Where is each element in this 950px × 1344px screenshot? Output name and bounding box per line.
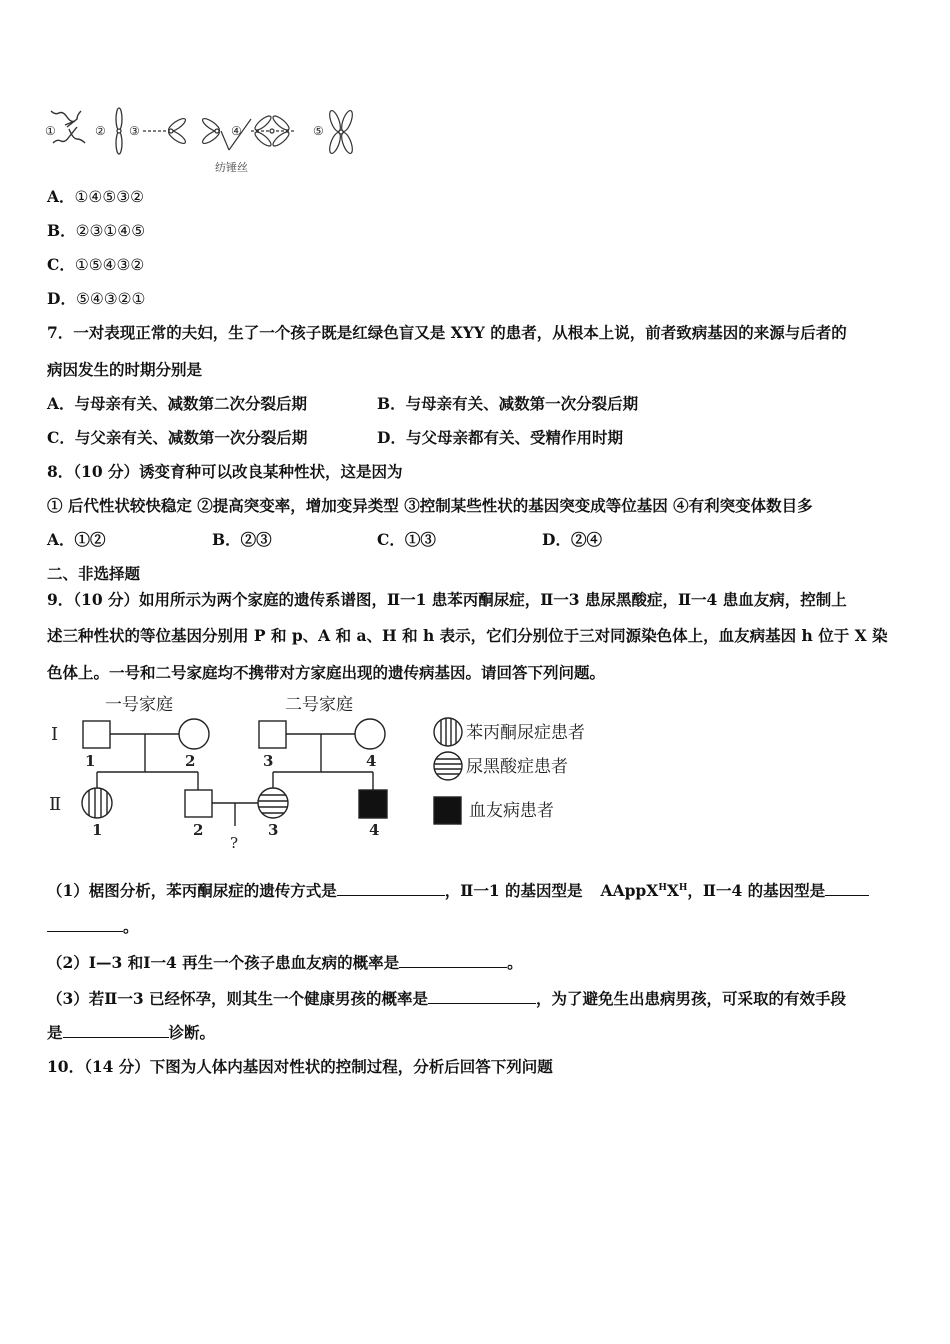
svg-text:2: 2 xyxy=(185,752,196,770)
q9-stem-line1: 9．（10 分）如用所示为两个家庭的遗传系谱图，Ⅱ一1 患苯丙酮尿症，Ⅱ一3 患尿黑酸症，Ⅱ一4 患血友病，控制上 xyxy=(47,590,847,609)
svg-text:3: 3 xyxy=(268,821,279,839)
f1-I1-male xyxy=(83,721,110,748)
q7-option-d: D．与父母亲都有关、受精作用时期 xyxy=(377,428,623,447)
family2-title: 二号家庭 xyxy=(285,695,353,715)
spindle-caption: 纺锤丝 xyxy=(215,161,248,174)
q8-items: ① 后代性状较快稳定 ②提高突变率，增加变异类型 ③控制某些性状的基因突变成等位基因 ④有利突变体数目多 xyxy=(47,496,813,515)
f2-I4-female xyxy=(355,719,385,749)
f2-II4-male-affected xyxy=(359,790,387,818)
q6-option-a: A．①④⑤③② xyxy=(47,187,145,206)
q6-option-b: B．②③①④⑤ xyxy=(47,221,146,240)
q7-option-a: A．与母亲有关、减数第二次分裂后期 xyxy=(47,394,308,413)
answer-blank[interactable] xyxy=(428,988,536,1004)
f1-I2-female xyxy=(179,719,209,749)
svg-text:3: 3 xyxy=(263,752,274,770)
q9-sub2: （2）Ⅰ—3 和Ⅰ一4 再生一个孩子患血友病的概率是 。 xyxy=(47,953,523,972)
svg-text:③: ③ xyxy=(129,124,140,138)
f2-I3-male xyxy=(259,721,286,748)
legend-alkaptonuria-symbol xyxy=(434,752,462,780)
q7-option-b: B．与母亲有关、减数第一次分裂后期 xyxy=(377,394,639,413)
svg-text:1: 1 xyxy=(85,752,96,770)
q8-option-c: C．①③ xyxy=(377,530,436,549)
q7-stem-line2: 病因发生的时期分别是 xyxy=(47,360,203,379)
family1-title: 一号家庭 xyxy=(105,695,173,715)
q8-option-d: D．②④ xyxy=(542,530,602,549)
q9-sub1: （1）椐图分析，苯丙酮尿症的遗传方式是 ，Ⅱ一1 的基因型是 $AAppX^HX^H$，Ⅱ一4 的基因型是 xyxy=(47,878,869,901)
pedigree-chart xyxy=(45,690,605,858)
q7-stem-line1: 7．一对表现正常的夫妇，生了一个孩子既是红绿色盲又是 XYY 的患者，从根本上说，前者致病基因的来源与后者的 xyxy=(47,323,847,342)
q8-stem: 8．（10 分）诱变育种可以改良某种性状，这是因为 xyxy=(47,462,403,481)
q9-stem-line3: 色体上。一号和二号家庭均不携带对方家庭出现的遗传病基因。请回答下列问题。 xyxy=(47,663,606,682)
svg-text:4: 4 xyxy=(366,752,377,770)
q9-sub1-cont: 。 xyxy=(47,916,139,937)
q8-option-b: B．②③ xyxy=(212,530,272,549)
legend-hemophilia-symbol xyxy=(434,797,461,824)
label-1 xyxy=(45,124,56,138)
svg-text:4: 4 xyxy=(369,821,380,839)
svg-text:④: ④ xyxy=(231,124,242,138)
cell-division-figure xyxy=(45,105,365,177)
gen1-label: Ⅰ xyxy=(51,724,59,745)
legend-pku-symbol xyxy=(434,718,462,746)
answer-blank[interactable] xyxy=(63,1022,169,1038)
svg-text:①: ① xyxy=(45,124,56,138)
q6-option-c: C．①⑤④③② xyxy=(47,255,145,274)
svg-text:②: ② xyxy=(95,124,106,138)
answer-blank[interactable] xyxy=(47,916,123,932)
q10-stem: 10．（14 分）下图为人体内基因对性状的控制过程，分析后回答下列问题 xyxy=(47,1057,553,1076)
answer-blank[interactable] xyxy=(825,880,869,896)
legend-pku-label: 苯丙酮尿症患者 xyxy=(466,723,585,743)
q9-sub3: （3）若Ⅱ一3 已经怀孕，则其生一个健康男孩的概率是 ，为了避免生出患病男孩，可采取的有效手段 xyxy=(47,989,847,1008)
q9-stem-line2: 述三种性状的等位基因分别用 P 和 p、A 和 a、H 和 h 表示，它们分别位于三对同源染色体上，血友病基因 h 位于 X 染 xyxy=(47,626,888,645)
q7-option-c: C．与父亲有关、减数第一次分裂后期 xyxy=(47,428,308,447)
unknown-child: ? xyxy=(230,834,239,852)
svg-text:2: 2 xyxy=(193,821,204,839)
answer-blank[interactable] xyxy=(399,952,507,968)
svg-text:⑤: ⑤ xyxy=(313,124,324,138)
legend-hemophilia-label: 血友病患者 xyxy=(469,801,554,821)
q9-sub3-cont: 是 诊断。 xyxy=(47,1023,216,1042)
q8-option-a: A．①② xyxy=(47,530,106,549)
svg-text:1: 1 xyxy=(92,821,103,839)
f1-II2-male xyxy=(185,790,212,817)
section-heading: 二、非选择题 xyxy=(47,564,141,583)
gen2-label: Ⅱ xyxy=(49,794,62,815)
q6-option-d: D．⑤④③②① xyxy=(47,289,146,308)
legend-alkaptonuria-label: 尿黑酸症患者 xyxy=(466,757,568,777)
answer-blank[interactable] xyxy=(337,880,445,896)
